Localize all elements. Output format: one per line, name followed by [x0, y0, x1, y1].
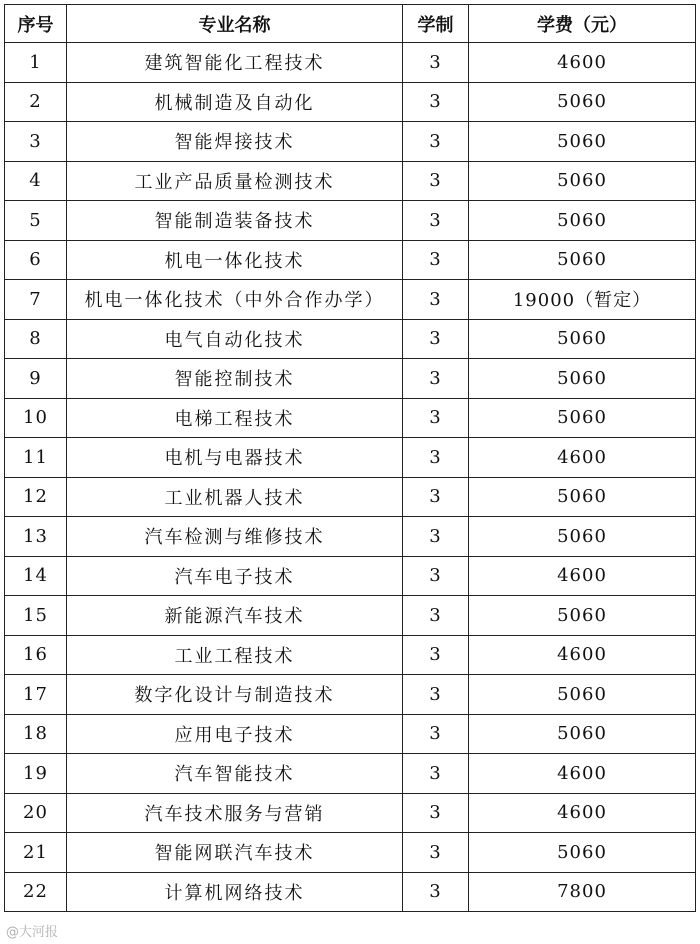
duration: 3	[403, 240, 469, 280]
duration: 3	[403, 201, 469, 241]
table-row	[5, 596, 696, 636]
duration: 3	[403, 359, 469, 399]
row-index: 7	[5, 280, 67, 320]
table-row	[5, 872, 696, 912]
major-name: 建筑智能化工程技术	[67, 43, 403, 83]
row-index: 21	[5, 833, 67, 873]
major-name: 汽车检测与维修技术	[67, 517, 403, 557]
major-name: 电机与电器技术	[67, 438, 403, 478]
major-name: 机电一体化技术	[67, 240, 403, 280]
tuition: 4600	[469, 556, 696, 596]
tuition: 5060	[469, 201, 696, 241]
major-name: 机械制造及自动化	[67, 82, 403, 122]
row-index: 18	[5, 714, 67, 754]
tuition-table	[4, 4, 696, 912]
tuition: 5060	[469, 82, 696, 122]
row-index: 3	[5, 122, 67, 162]
tuition: 4600	[469, 438, 696, 478]
duration: 3	[403, 43, 469, 83]
duration: 3	[403, 517, 469, 557]
duration: 3	[403, 675, 469, 715]
major-name: 新能源汽车技术	[67, 596, 403, 636]
row-index: 15	[5, 596, 67, 636]
tuition: 5060	[469, 833, 696, 873]
row-index: 2	[5, 82, 67, 122]
major-name: 电气自动化技术	[67, 319, 403, 359]
table-row	[5, 714, 696, 754]
table-row	[5, 635, 696, 675]
duration: 3	[403, 793, 469, 833]
table-row	[5, 398, 696, 438]
header-duration: 学制	[403, 5, 469, 43]
table-header-row	[5, 5, 696, 43]
tuition: 5060	[469, 714, 696, 754]
major-name: 智能制造装备技术	[67, 201, 403, 241]
tuition: 4600	[469, 754, 696, 794]
row-index: 22	[5, 872, 67, 912]
major-name: 电梯工程技术	[67, 398, 403, 438]
row-index: 5	[5, 201, 67, 241]
table-row	[5, 82, 696, 122]
major-name: 智能控制技术	[67, 359, 403, 399]
major-name: 智能网联汽车技术	[67, 833, 403, 873]
table-row	[5, 43, 696, 83]
row-index: 16	[5, 635, 67, 675]
table-row	[5, 517, 696, 557]
header-index: 序号	[5, 5, 67, 43]
row-index: 11	[5, 438, 67, 478]
table-row	[5, 201, 696, 241]
table-row	[5, 122, 696, 162]
duration: 3	[403, 82, 469, 122]
tuition: 5060	[469, 161, 696, 201]
duration: 3	[403, 556, 469, 596]
table-row	[5, 280, 696, 320]
tuition: 4600	[469, 43, 696, 83]
duration: 3	[403, 714, 469, 754]
tuition: 7800	[469, 872, 696, 912]
major-name: 应用电子技术	[67, 714, 403, 754]
major-name: 数字化设计与制造技术	[67, 675, 403, 715]
row-index: 6	[5, 240, 67, 280]
tuition: 5060	[469, 122, 696, 162]
duration: 3	[403, 477, 469, 517]
table-row	[5, 793, 696, 833]
header-tuition: 学费（元）	[469, 5, 696, 43]
tuition: 5060	[469, 359, 696, 399]
major-name: 汽车智能技术	[67, 754, 403, 794]
table-body	[5, 43, 696, 912]
row-index: 12	[5, 477, 67, 517]
duration: 3	[403, 754, 469, 794]
row-index: 9	[5, 359, 67, 399]
row-index: 14	[5, 556, 67, 596]
major-name: 工业工程技术	[67, 635, 403, 675]
table-row	[5, 319, 696, 359]
tuition: 5060	[469, 398, 696, 438]
row-index: 20	[5, 793, 67, 833]
row-index: 13	[5, 517, 67, 557]
duration: 3	[403, 398, 469, 438]
duration: 3	[403, 872, 469, 912]
row-index: 17	[5, 675, 67, 715]
table-row	[5, 754, 696, 794]
duration: 3	[403, 833, 469, 873]
duration: 3	[403, 319, 469, 359]
table-row	[5, 675, 696, 715]
major-name: 工业机器人技术	[67, 477, 403, 517]
row-index: 1	[5, 43, 67, 83]
duration: 3	[403, 161, 469, 201]
major-name: 智能焊接技术	[67, 122, 403, 162]
row-index: 8	[5, 319, 67, 359]
tuition: 5060	[469, 477, 696, 517]
table-row	[5, 359, 696, 399]
table-row	[5, 833, 696, 873]
row-index: 10	[5, 398, 67, 438]
row-index: 19	[5, 754, 67, 794]
tuition: 5060	[469, 675, 696, 715]
major-name: 机电一体化技术（中外合作办学）	[67, 280, 403, 320]
header-major-name: 专业名称	[67, 5, 403, 43]
tuition: 5060	[469, 517, 696, 557]
table-row	[5, 161, 696, 201]
table-row	[5, 556, 696, 596]
table-row	[5, 477, 696, 517]
duration: 3	[403, 438, 469, 478]
tuition: 19000（暂定）	[469, 280, 696, 320]
duration: 3	[403, 596, 469, 636]
duration: 3	[403, 635, 469, 675]
tuition: 4600	[469, 635, 696, 675]
watermark-text: @大河报	[6, 925, 59, 940]
row-index: 4	[5, 161, 67, 201]
major-name: 工业产品质量检测技术	[67, 161, 403, 201]
duration: 3	[403, 122, 469, 162]
tuition: 5060	[469, 240, 696, 280]
major-name: 计算机网络技术	[67, 872, 403, 912]
tuition: 5060	[469, 319, 696, 359]
major-name: 汽车技术服务与营销	[67, 793, 403, 833]
major-name: 汽车电子技术	[67, 556, 403, 596]
tuition: 4600	[469, 793, 696, 833]
duration: 3	[403, 280, 469, 320]
tuition: 5060	[469, 596, 696, 636]
table-row	[5, 438, 696, 478]
table-row	[5, 240, 696, 280]
